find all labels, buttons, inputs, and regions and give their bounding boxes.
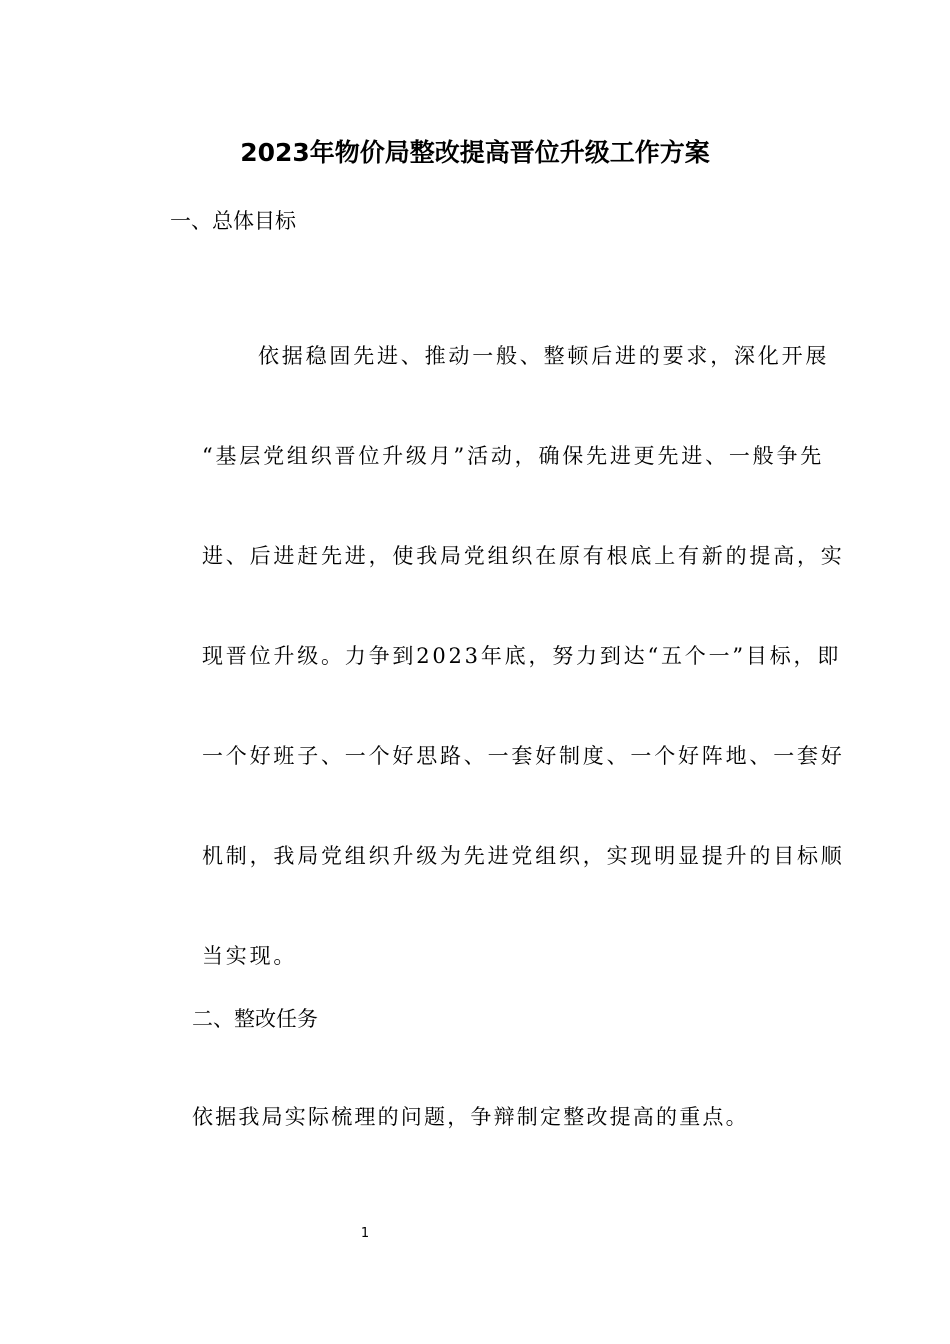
section-paragraph-rectification-tasks: 依据我局实际梳理的问题，争辩制定整改提高的重点。: [192, 1105, 749, 1129]
paragraph-line: “基层党组织晋位升级月”活动，确保先进更先进、一般争先: [202, 444, 825, 468]
paragraph-line: 机制，我局党组织升级为先进党组织，实现明显提升的目标顺: [202, 844, 845, 868]
paragraph-line: 当实现。: [202, 944, 298, 968]
section-heading-rectification-tasks: 二、整改任务: [192, 1007, 318, 1031]
paragraph-line: 进、后进赶先进，使我局党组织在原有根底上有新的提高，实: [202, 544, 845, 568]
document-title: 2023年物价局整改提高晋位升级工作方案: [240, 138, 710, 167]
paragraph-line: 依据稳固先进、推动一般、整顿后进的要求，深化开展: [258, 344, 830, 368]
paragraph-line: 现晋位升级。力争到2023年底，努力到达“五个一”目标，即: [202, 644, 842, 668]
section-heading-overall-goal: 一、总体目标: [170, 209, 296, 233]
paragraph-line: 一个好班子、一个好思路、一套好制度、一个好阵地、一套好: [202, 744, 845, 768]
page-number: 1: [360, 1226, 370, 1241]
